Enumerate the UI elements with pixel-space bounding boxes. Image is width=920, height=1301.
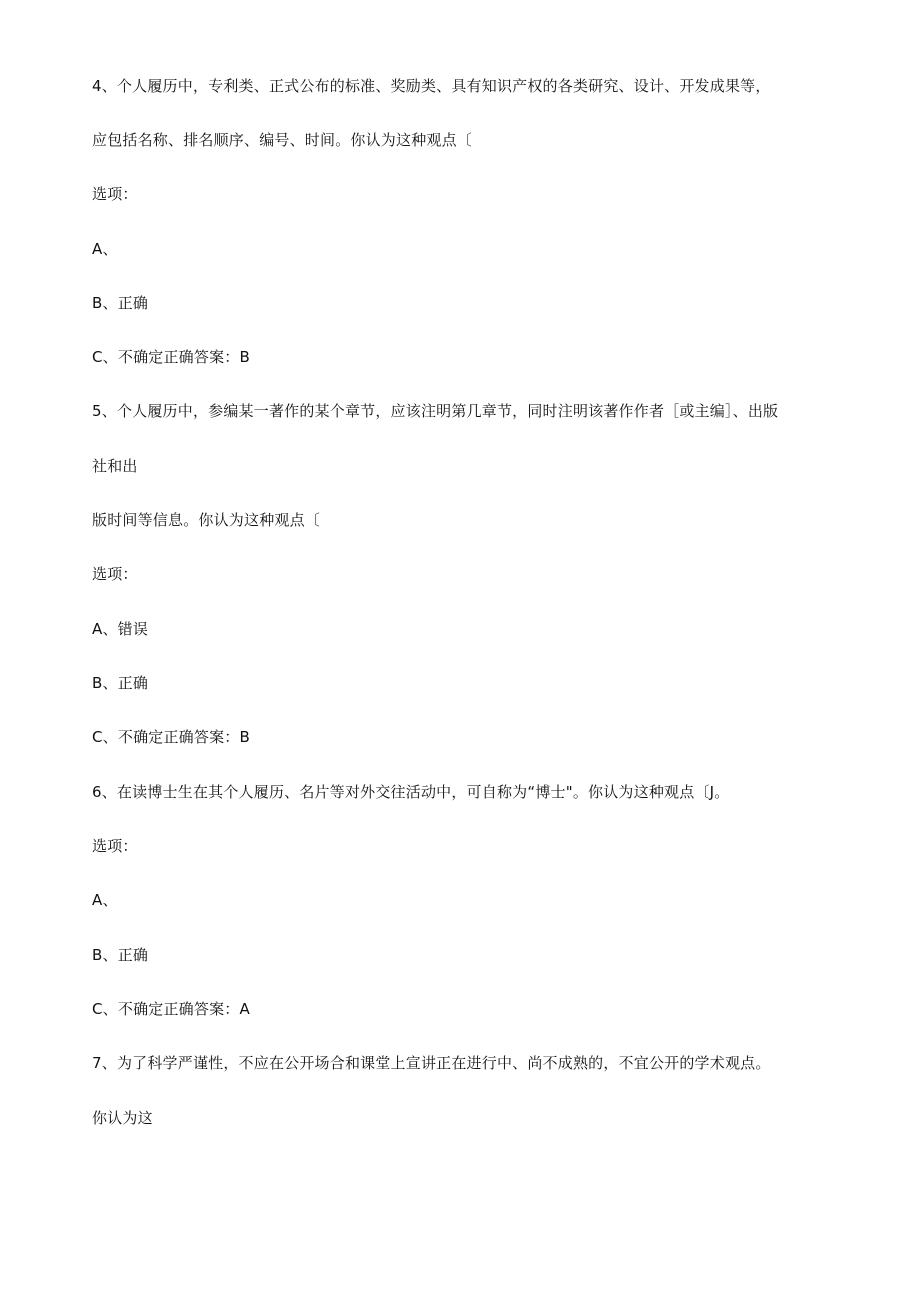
q6-option-c: C、不确定正确答案：A [92, 1000, 250, 1018]
q5-text-line-1: 5、个人履历中，参编某一著作的某个章节，应该注明第几章节，同时注明该著作作者［或主编］、出版 [92, 402, 779, 420]
q5-option-c: C、不确定正确答案：B [92, 728, 250, 746]
q5-text-line-2: 社和出 [92, 457, 138, 475]
q6-option-b: B、正确 [92, 946, 149, 964]
q6-option-a: A、 [92, 891, 118, 909]
q5-text-line-3: 版时间等信息。你认为这种观点〔 [92, 511, 321, 529]
q4-option-b: B、正确 [92, 294, 149, 312]
q6-options-label: 选项： [92, 837, 138, 855]
q4-options-label: 选项： [92, 185, 138, 203]
q7-text-line-1: 7、为了科学严谨性，不应在公开场合和课堂上宣讲正在进行中、尚不成熟的，不宜公开的学术观点。 [92, 1054, 771, 1072]
q7-text-line-2: 你认为这 [92, 1109, 153, 1127]
q5-option-b: B、正确 [92, 674, 149, 692]
q5-option-a: A、错误 [92, 620, 149, 638]
q4-text-line-1: 4、个人履历中，专利类、正式公布的标准、奖励类、具有知识产权的各类研究、设计、开发成果等， [92, 77, 771, 95]
q4-option-a: A、 [92, 240, 118, 258]
q5-options-label: 选项： [92, 565, 138, 583]
q4-option-c: C、不确定正确答案：B [92, 348, 250, 366]
q4-text-line-2: 应包括名称、排名顺序、编号、时间。你认为这种观点〔 [92, 131, 473, 149]
q6-text-line-1: 6、在读博士生在其个人履历、名片等对外交往活动中，可自称为“博士"。你认为这种观点〔J。 [92, 783, 730, 801]
